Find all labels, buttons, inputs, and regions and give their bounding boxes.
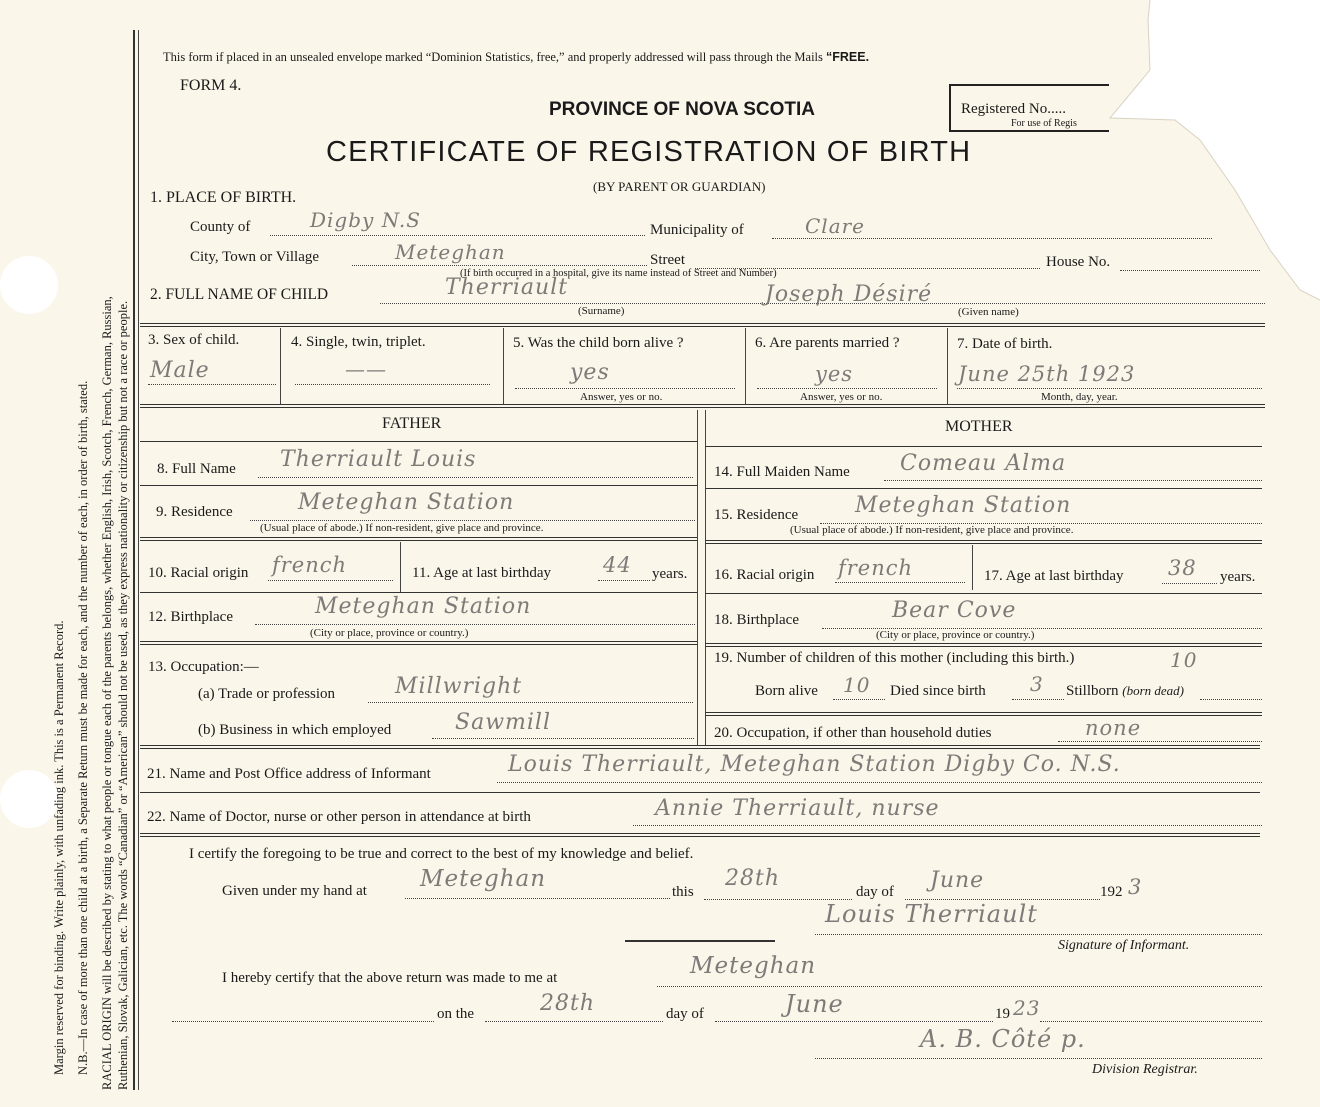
father-birthplace-line — [255, 624, 695, 625]
father-business-value: Sawmill — [455, 710, 551, 735]
certificate-subtitle: (BY PARENT OR GUARDIAN) — [593, 179, 766, 194]
place-of-birth-heading: 1. PLACE OF BIRTH. — [150, 189, 297, 206]
rule — [705, 643, 1262, 647]
died-since-birth-label: Died since birth — [890, 683, 986, 699]
divider — [400, 542, 401, 592]
registrar-on-the-label: on the — [437, 1006, 475, 1022]
given-day-of-label: day of — [856, 884, 894, 900]
father-business-line — [432, 738, 694, 739]
mother-age-unit: years. — [1220, 569, 1256, 585]
registrar-year-prefix: 19 — [995, 1006, 1010, 1022]
date-of-birth-caption: Month, day, year. — [1041, 391, 1118, 403]
child-surname-value: Therriault — [445, 275, 569, 300]
margin-note-multiple-births: N.B.—In case of more than one child at a birth, a Separate Return must be made for each, and the number of each, in order of birth, stated. — [76, 380, 90, 1075]
postal-notice-text: This form if placed in an unsealed envelope marked “Dominion Statistics, free,” and properly addressed will pass through the Mails — [163, 50, 827, 64]
rule-father-heading — [140, 441, 697, 442]
father-age-unit: years. — [652, 566, 688, 582]
center-divider-inner — [705, 410, 706, 745]
father-trade-label: (a) Trade or profession — [198, 686, 336, 702]
mother-age-value: 38 — [1168, 556, 1197, 580]
informant-signature: Louis Therriault — [825, 900, 1038, 928]
certificate-title: CERTIFICATE OF REGISTRATION OF BIRTH — [326, 136, 972, 168]
divider — [280, 328, 281, 404]
rule-before-informant — [140, 745, 1260, 749]
rule — [705, 712, 1262, 716]
binding-hole-bottom — [0, 770, 58, 828]
house-line — [1120, 270, 1260, 271]
given-year-prefix: 192 — [1100, 884, 1123, 900]
child-given-value: Joseph Désiré — [765, 282, 933, 307]
mother-occupation-label: 20. Occupation, if other than household duties — [714, 725, 992, 741]
informant-label: 21. Name and Post Office address of Informant — [147, 766, 431, 782]
mother-age-line — [1162, 583, 1217, 584]
mother-residence-label: 15. Residence — [714, 507, 799, 523]
father-trade-value: Millwright — [395, 674, 523, 699]
mother-racial-value: french — [838, 556, 914, 580]
mother-birthplace-label: 18. Birthplace — [714, 612, 799, 628]
registrar-statement: I hereby certify that the above return was made to me at — [222, 970, 558, 986]
rule-after-name — [140, 323, 1265, 327]
divider — [972, 545, 973, 590]
parents-married-line — [757, 388, 937, 389]
registrar-day-of-label: day of — [666, 1006, 704, 1022]
sex-line — [148, 384, 276, 385]
father-name-value: Therriault Louis — [280, 447, 477, 472]
child-name-label: 2. FULL NAME OF CHILD — [150, 286, 329, 303]
registered-label: Registered No..... — [961, 101, 1066, 117]
postal-notice-free: “FREE. — [826, 50, 870, 64]
given-at-line — [405, 898, 670, 899]
father-residence-label: 9. Residence — [156, 504, 233, 520]
binding-rule — [133, 30, 135, 1090]
informant-signature-line — [815, 934, 1262, 935]
given-day-value: 28th — [725, 866, 781, 891]
informant-line — [497, 782, 1262, 783]
father-name-line — [258, 477, 693, 478]
registrar-day-line — [485, 1021, 663, 1022]
margin-note-racial-origin-1: RACIAL ORIGIN will be described by stating to what people or tongue each of the parents belongs, whether English, Irish, Scotch, French, German, Russian, — [100, 296, 114, 1090]
registrar-place: Meteghan — [690, 953, 817, 979]
parents-married-question: 6. Are parents married ? — [755, 335, 900, 351]
mother-name-line — [884, 480, 1262, 481]
binding-rule-inner — [138, 30, 139, 1090]
father-residence-line — [250, 520, 695, 521]
margin-note-binding: Margin reserved for binding. Write plainly, with unfading ink. This is a Permanent Record. — [52, 620, 66, 1075]
died-since-birth-line — [1012, 699, 1064, 700]
father-occupation-label: 13. Occupation:— — [148, 659, 259, 675]
rule-before-certification — [140, 833, 1260, 837]
father-name-label: 8. Full Name — [157, 461, 236, 477]
stillborn-note: (born dead) — [1122, 683, 1185, 698]
date-of-birth-line — [957, 388, 1262, 389]
informant-signature-label: Signature of Informant. — [1058, 938, 1190, 953]
mother-residence-value: Meteghan Station — [855, 493, 1072, 518]
house-label: House No. — [1046, 254, 1111, 270]
father-trade-line — [368, 702, 693, 703]
province-heading: PROVINCE OF NOVA SCOTIA — [549, 99, 816, 120]
form-number: FORM 4. — [180, 77, 242, 94]
certification-divider — [625, 940, 775, 942]
hospital-note: (If birth occurred in a hospital, give its name instead of Street and Number) — [460, 268, 777, 279]
father-racial-line — [268, 580, 393, 581]
born-alive-line — [515, 388, 735, 389]
registrar-month-value: June — [785, 990, 844, 1018]
rule — [140, 537, 697, 541]
born-alive-question: 5. Was the child born alive ? — [513, 335, 684, 351]
father-residence-value: Meteghan Station — [298, 490, 515, 515]
sex-value: Male — [150, 358, 210, 383]
margin-note-racial-origin-2: Ruthenian, Slovak, Galician, etc. The words “Canadian” or “American” should not be used, as they express nationality or citizenship but not a race or people. — [116, 300, 130, 1090]
mother-racial-label: 16. Racial origin — [714, 567, 815, 583]
registered-box — [949, 84, 1109, 132]
multiple-birth-label: 4. Single, twin, triplet. — [291, 334, 426, 350]
attendant-label: 22. Name of Doctor, nurse or other person in attendance at birth — [147, 809, 531, 825]
county-line — [270, 235, 645, 236]
registrar-day-value: 28th — [540, 991, 596, 1016]
municipality-label: Municipality of — [650, 222, 744, 238]
father-business-label: (b) Business in which employed — [198, 722, 392, 738]
mother-heading: MOTHER — [945, 418, 1013, 435]
certify-statement: I certify the foregoing to be true and correct to the best of my knowledge and belief. — [189, 846, 694, 862]
mother-birthplace-caption: (City or place, province or country.) — [876, 629, 1035, 641]
date-of-birth-label: 7. Date of birth. — [957, 336, 1053, 352]
born-alive-count-label: Born alive — [755, 683, 818, 699]
father-birthplace-value: Meteghan Station — [315, 594, 532, 619]
binding-hole-top — [0, 256, 58, 314]
multiple-birth-value: —— — [345, 357, 387, 381]
mother-name-value: Comeau Alma — [900, 451, 1067, 476]
given-caption: (Given name) — [958, 306, 1019, 318]
rule — [705, 488, 1262, 489]
center-divider — [697, 410, 698, 745]
children-count-value: 10 — [1170, 648, 1198, 672]
county-label: County of — [190, 219, 251, 235]
mother-name-label: 14. Full Maiden Name — [714, 464, 850, 480]
rule — [705, 540, 1262, 544]
father-age-line — [598, 580, 650, 581]
surname-caption: (Surname) — [578, 305, 625, 317]
divider — [745, 328, 746, 404]
children-count-label: 19. Number of children of this mother (including this birth.) — [714, 650, 1075, 666]
parents-married-answer: yes — [815, 362, 854, 386]
given-at-place: Meteghan — [420, 866, 547, 892]
stillborn-line — [1200, 699, 1262, 700]
divider — [947, 328, 948, 404]
father-residence-caption: (Usual place of abode.) If non-resident, give place and province. — [260, 522, 544, 534]
rule-mother-heading — [705, 446, 1262, 447]
registrar-place-line — [657, 986, 1262, 987]
registrar-signature: A. B. Côté p. — [920, 1025, 1086, 1053]
date-of-birth-value: June 25th 1923 — [958, 362, 1136, 386]
registrar-pre-line — [172, 1021, 434, 1022]
mother-occupation-line — [1058, 741, 1262, 742]
municipality-value: Clare — [805, 214, 866, 238]
given-this-label: this — [672, 884, 694, 900]
father-age-value: 44 — [603, 553, 632, 577]
father-racial-label: 10. Racial origin — [148, 565, 249, 581]
divider — [503, 328, 504, 404]
rule-after-row-3 — [140, 404, 1265, 408]
attendant-line — [633, 825, 1262, 826]
born-alive-caption: Answer, yes or no. — [580, 391, 663, 403]
rule — [140, 592, 697, 593]
registered-sub: For use of Regis — [1011, 118, 1077, 129]
rule — [140, 641, 697, 645]
street-label: Street — [650, 252, 685, 268]
municipality-line — [772, 238, 1212, 239]
registrar-month-line — [715, 1021, 993, 1022]
informant-value: Louis Therriault, Meteghan Station Digby Co. N.S. — [508, 752, 1121, 777]
stillborn-label — [1066, 683, 1184, 700]
city-value: Meteghan — [395, 240, 506, 264]
born-alive-count-line — [833, 699, 885, 700]
given-year-digit: 3 — [1128, 875, 1143, 899]
born-alive-answer: yes — [570, 360, 610, 385]
mother-residence-caption: (Usual place of abode.) If non-resident, give place and province. — [790, 524, 1074, 536]
born-alive-count-value: 10 — [843, 673, 871, 697]
registrar-label: Division Registrar. — [1092, 1062, 1198, 1077]
sex-label: 3. Sex of child. — [148, 332, 240, 348]
postal-notice — [163, 50, 869, 65]
father-age-label: 11. Age at last birthday — [412, 565, 551, 581]
city-line — [352, 265, 647, 266]
registrar-signature-line — [815, 1058, 1262, 1059]
mother-racial-line — [835, 582, 965, 583]
stillborn-text: Stillborn — [1066, 683, 1119, 699]
city-label: City, Town or Village — [190, 249, 320, 265]
father-birthplace-caption: (City or place, province or country.) — [310, 627, 469, 639]
rule — [705, 593, 1262, 594]
rule — [140, 792, 1260, 793]
multiple-birth-line — [295, 384, 490, 385]
attendant-value: Annie Therriault, nurse — [655, 796, 940, 821]
given-at-label: Given under my hand at — [222, 883, 367, 899]
given-month-value: June — [930, 868, 985, 893]
died-since-birth-value: 3 — [1030, 672, 1044, 696]
mother-age-label: 17. Age at last birthday — [984, 568, 1124, 584]
registrar-year-value: 23 — [1013, 996, 1041, 1020]
father-racial-value: french — [272, 553, 348, 577]
registrar-year-line — [1040, 1021, 1262, 1022]
county-value: Digby N.S — [310, 208, 421, 232]
mother-birthplace-value: Bear Cove — [892, 598, 1017, 623]
father-birthplace-label: 12. Birthplace — [148, 609, 233, 625]
mother-occupation-value: none — [1085, 716, 1142, 740]
parents-married-caption: Answer, yes or no. — [800, 391, 883, 403]
father-heading: FATHER — [382, 415, 442, 432]
rule — [140, 485, 697, 486]
